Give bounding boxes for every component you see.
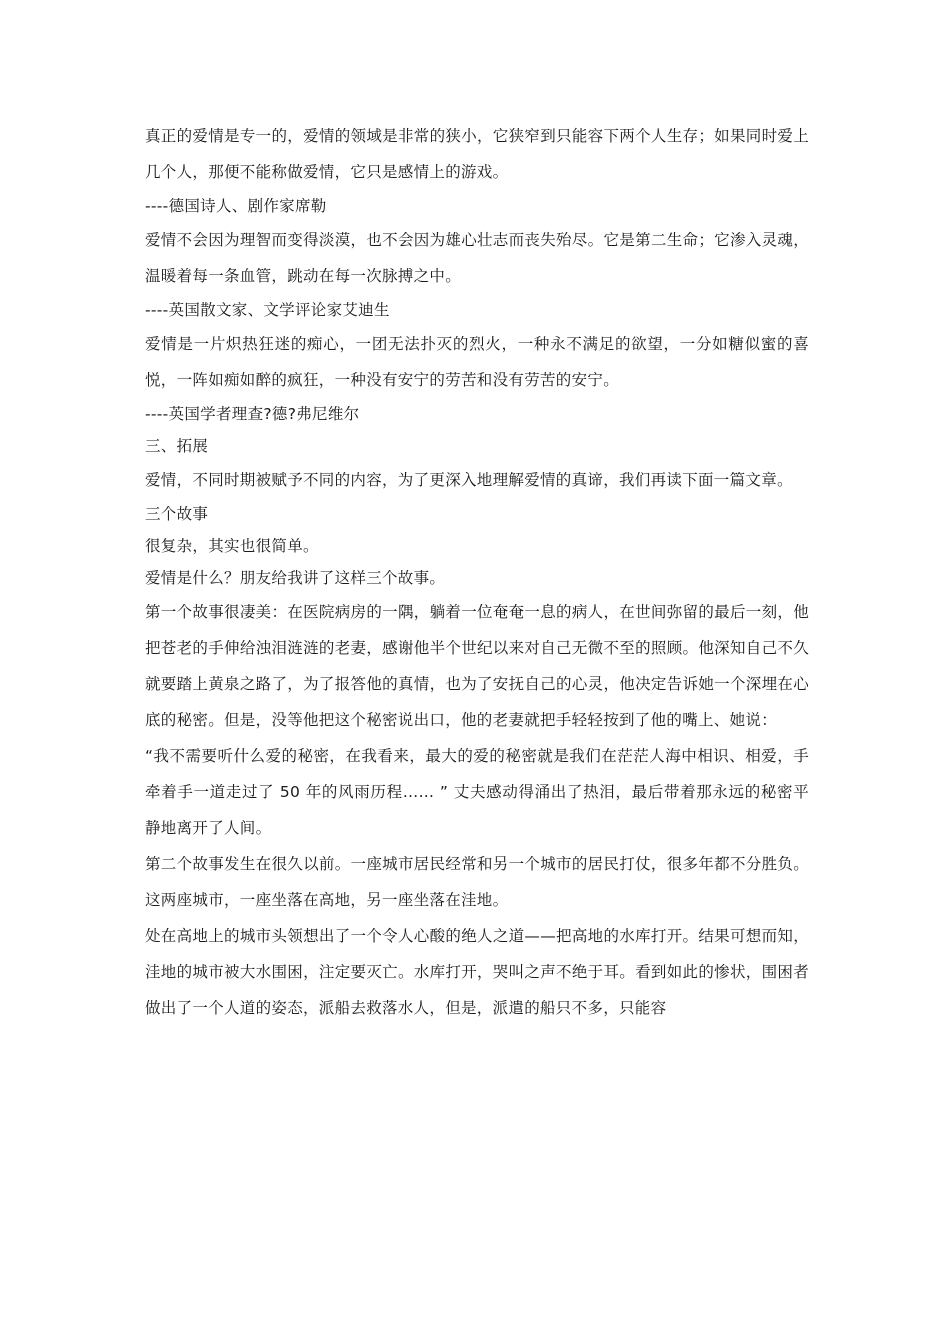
quote-schiller: 真正的爱情是专一的，爱情的领域是非常的狭小，它狭窄到只能容下两个人生存；如果同时爱上几个人，那便不能称做爱情，它只是感情上的游戏。 xyxy=(145,127,809,181)
document-body xyxy=(145,118,809,1026)
attribution-furnivall: ----英国学者理查?德?弗尼维尔 xyxy=(145,405,360,423)
attribution-addison: ----英国散文家、文学评论家艾迪生 xyxy=(145,301,390,319)
article-lead: 爱情是什么？朋友给我讲了这样三个故事。 xyxy=(145,569,446,587)
story-one-quote: “我不需要听什么爱的秘密，在我看来，最大的爱的秘密就是我们在茫茫人海中相识、相爱，手牵着手一道走过了 50 年的风雨历程…… ” 丈夫感动得涌出了热泪，最后带着那永远的秘密平静地离开了人间。 xyxy=(145,747,809,837)
article-title: 三个故事 xyxy=(145,505,209,523)
attribution-schiller: ----德国诗人、剧作家席勒 xyxy=(145,197,327,215)
quote-furnivall: 爱情是一片炽热狂迷的痴心，一团无法扑灭的烈火，一种永不满足的欲望，一分如糖似蜜的喜悦，一阵如痴如醉的疯狂，一种没有安宁的劳苦和没有劳苦的安宁。 xyxy=(145,335,809,389)
intro-paragraph: 爱情，不同时期被赋予不同的内容，为了更深入地理解爱情的真谛，我们再读下面一篇文章。 xyxy=(145,471,793,489)
quote-addison: 爱情不会因为理智而变得淡漠，也不会因为雄心壮志而丧失殆尽。它是第二生命；它渗入灵魂，温暖着每一条血管，跳动在每一次脉搏之中。 xyxy=(145,231,809,285)
section-heading-extension: 三、拓展 xyxy=(145,437,209,455)
article-subtitle: 很复杂，其实也很简单。 xyxy=(145,537,319,555)
story-one: 第一个故事很凄美：在医院病房的一隅，躺着一位奄奄一息的病人，在世间弥留的最后一刻，他把苍老的手伸给浊泪涟涟的老妻，感谢他半个世纪以来对自己无微不至的照顾。他深知自己不久就要踏上黄泉之路了，为了报答他的真情，也为了安抚自己的心灵，他决定告诉她一个深埋在心底的秘密。但是，没等他把这个秘密说出口，他的老妻就把手轻轻按到了他的嘴上、她说： xyxy=(145,603,809,729)
story-two-continued: 处在高地上的城市头领想出了一个令人心酸的绝人之道——把高地的水库打开。结果可想而知，洼地的城市被大水围困，注定要灭亡。水库打开，哭叫之声不绝于耳。看到如此的惨状，围困者做出了一个人道的姿态，派船去救落水人，但是，派遣的船只不多，只能容 xyxy=(145,927,809,1017)
story-two: 第二个故事发生在很久以前。一座城市居民经常和另一个城市的居民打仗，很多年都不分胜负。这两座城市，一座坐落在高地，另一座坐落在洼地。 xyxy=(145,855,809,909)
